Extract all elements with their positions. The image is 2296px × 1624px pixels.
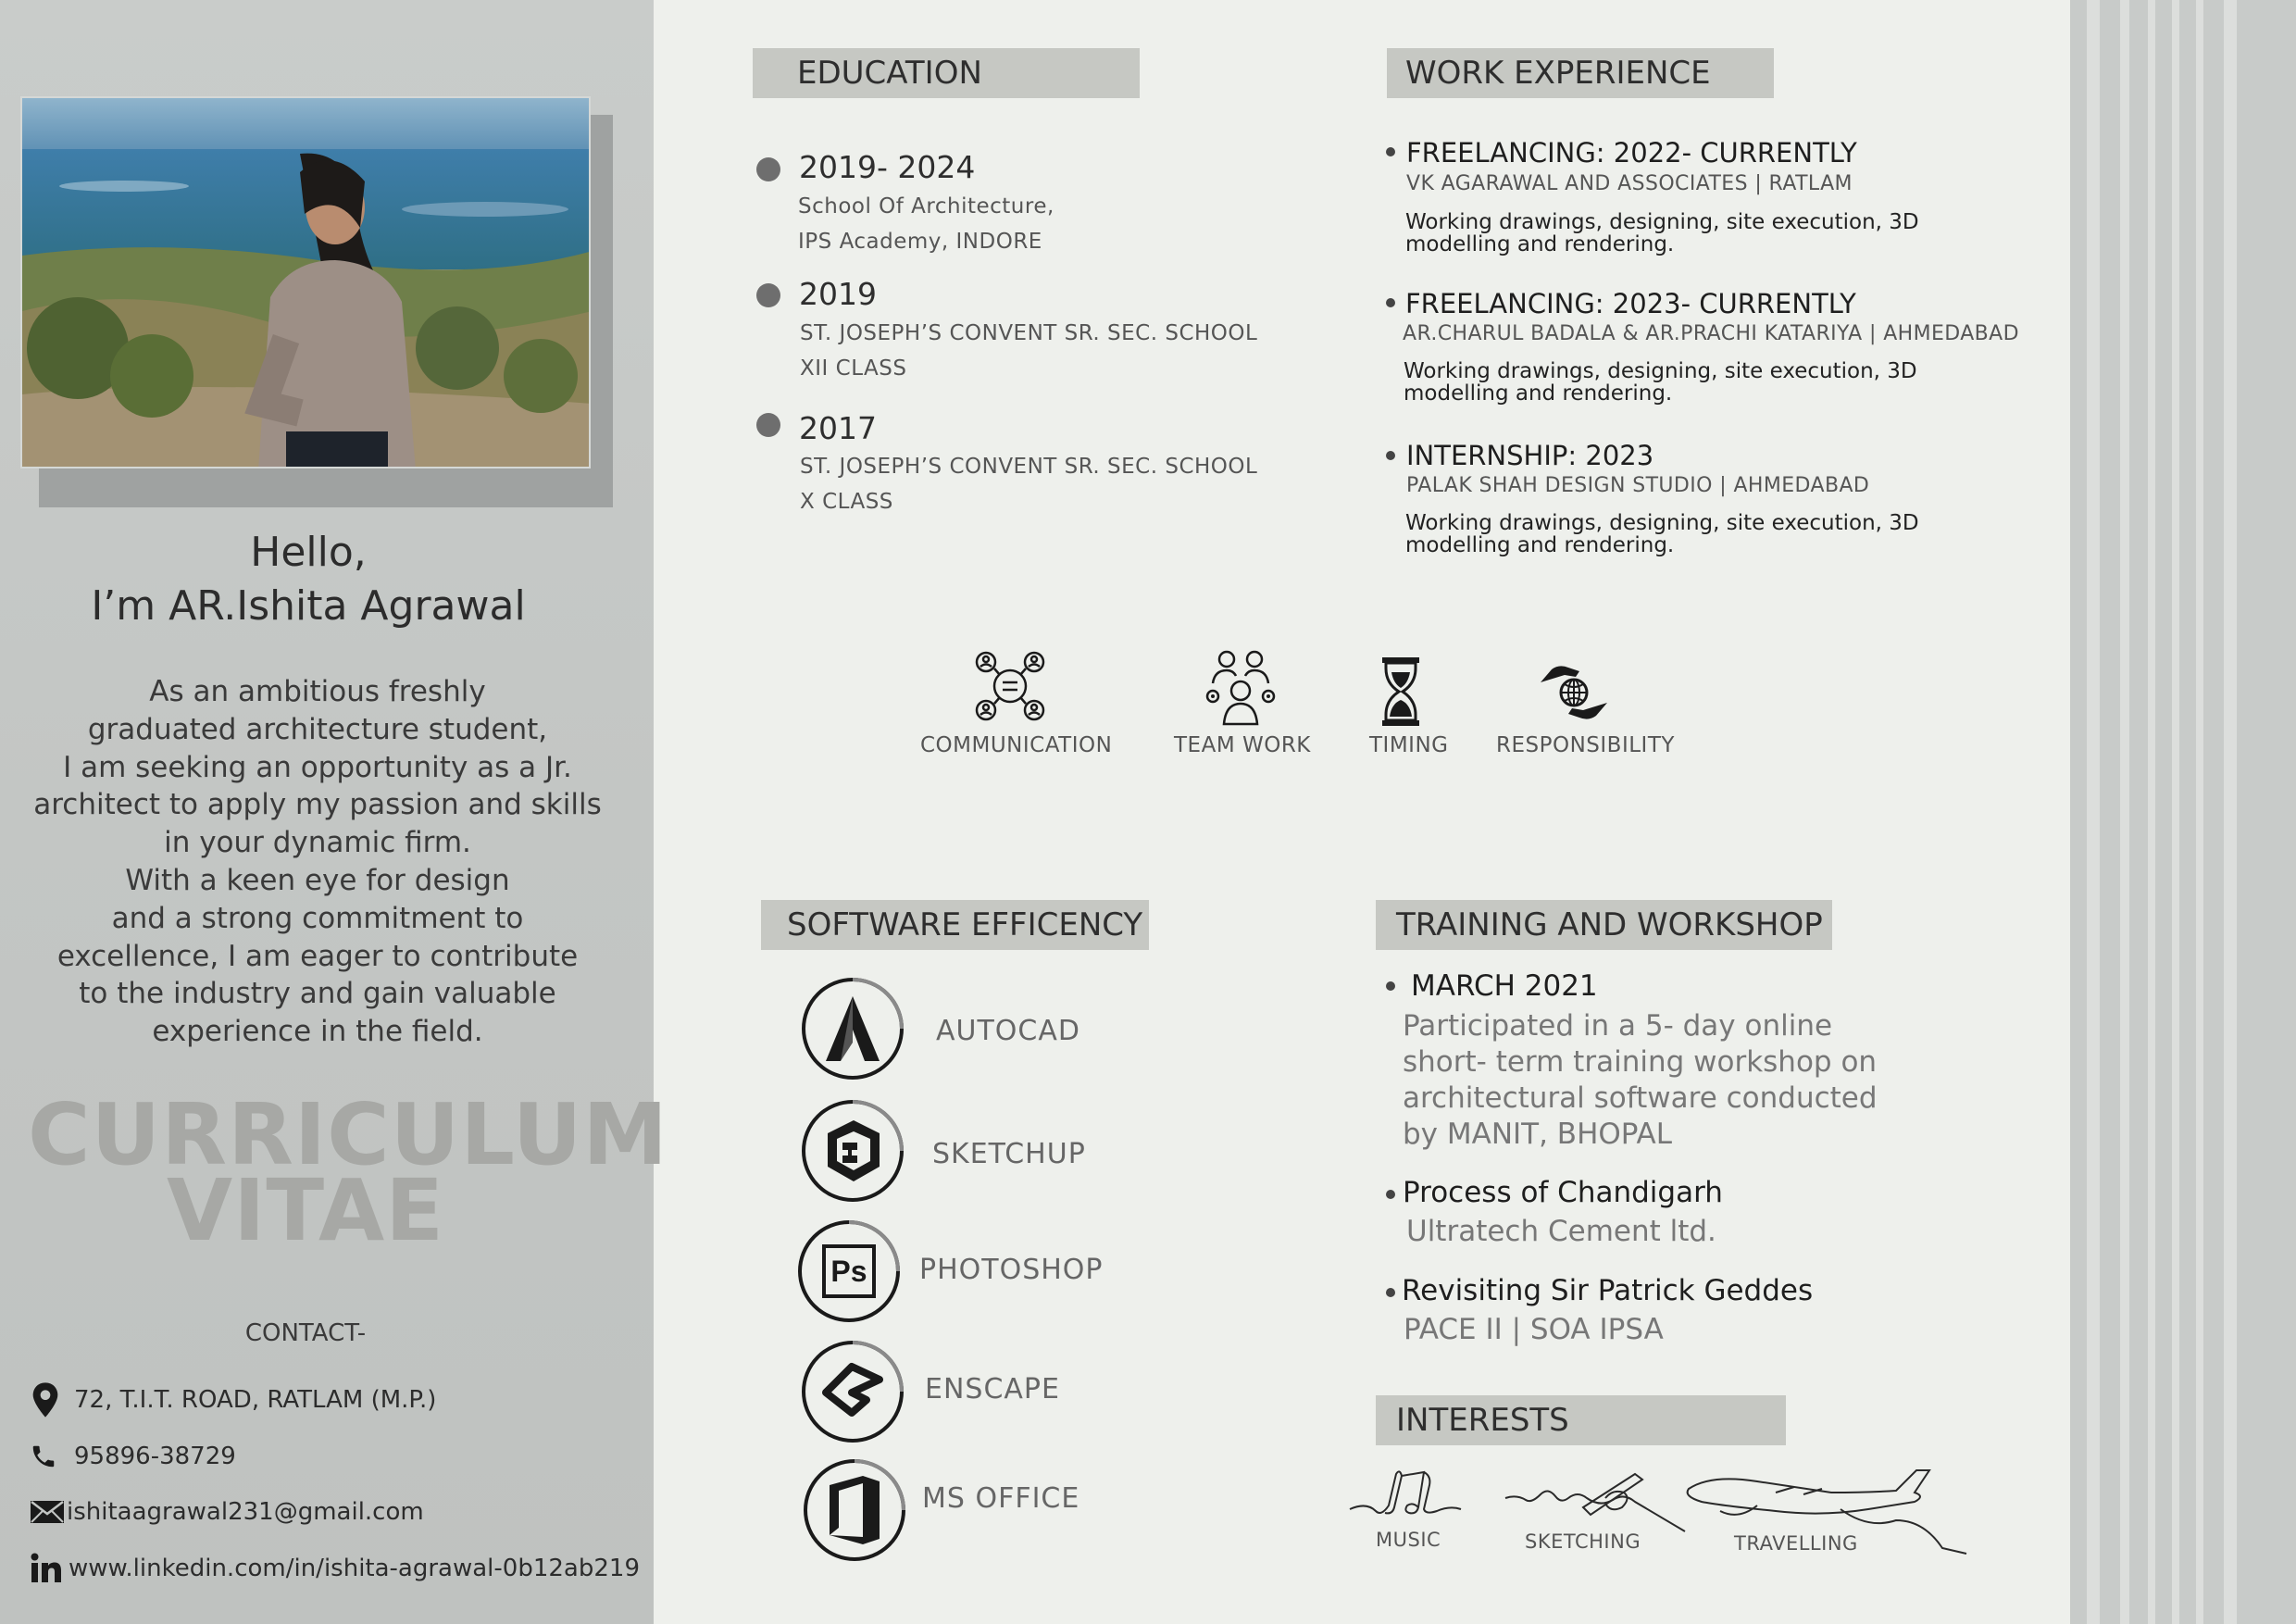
- education-bullet: [756, 157, 780, 181]
- address-text: 72, T.I.T. ROAD, RATLAM (M.P.): [74, 1386, 437, 1414]
- training-desc-line: architectural software conducted: [1403, 1081, 1878, 1115]
- contact-address: [30, 1381, 436, 1418]
- work-bullet: [1386, 298, 1395, 307]
- intro-line: With a keen eye for design: [125, 863, 510, 897]
- work-description: [1405, 512, 1919, 556]
- contact-phone: [30, 1438, 236, 1475]
- mail-icon: [30, 1499, 65, 1525]
- stripe: [2172, 0, 2179, 1624]
- education-line: IPS Academy, INDORE: [798, 230, 1042, 254]
- cv-title-line2: VITAE: [166, 1161, 445, 1260]
- education-heading: EDUCATION: [753, 48, 1140, 98]
- training-description: [1406, 1214, 1716, 1250]
- training-desc-line: Ultratech Cement ltd.: [1406, 1215, 1716, 1248]
- name-heading: I’m AR.Ishita Agrawal: [91, 582, 526, 630]
- interest-label: SKETCHING: [1525, 1530, 1641, 1553]
- education-year: 2017: [799, 410, 877, 446]
- work-desc-line: modelling and rendering.: [1404, 381, 1673, 406]
- location-pin-icon: [30, 1381, 61, 1418]
- work-desc-line: modelling and rendering.: [1405, 232, 1675, 256]
- work-company: AR.CHARUL BADALA & AR.PRACHI KATARIYA | AHMEDABAD: [1403, 322, 2019, 345]
- work-description: [1405, 211, 1919, 256]
- work-title: FREELANCING: 2023- CURRENTLY: [1405, 288, 1856, 319]
- email-link[interactable]: ishitaagrawal231@gmail.com: [67, 1498, 424, 1526]
- software-name: MS OFFICE: [922, 1482, 1080, 1515]
- education-line: ST. JOSEPH’S CONVENT SR. SEC. SCHOOL: [800, 321, 1258, 345]
- teamwork-icon: [1202, 648, 1279, 726]
- work-title: FREELANCING: 2022- CURRENTLY: [1406, 137, 1857, 169]
- cv-title: [28, 1085, 668, 1260]
- software-name: PHOTOSHOP: [919, 1254, 1104, 1286]
- intro-line: excellence, I am eager to contribute: [56, 939, 579, 973]
- linkedin-link[interactable]: www.linkedin.com/in/ishita-agrawal-0b12ab219: [69, 1555, 640, 1582]
- interest-label: TRAVELLING: [1734, 1532, 1858, 1555]
- work-company: PALAK SHAH DESIGN STUDIO | AHMEDABAD: [1406, 474, 1870, 497]
- stripe: [2087, 0, 2100, 1624]
- software-name: SKETCHUP: [932, 1138, 1086, 1170]
- training-description: [1404, 1312, 1664, 1348]
- decorative-edge-stripes: [2070, 0, 2296, 1624]
- intro-line: experience in the field.: [152, 1015, 483, 1049]
- education-year: 2019- 2024: [799, 149, 976, 185]
- education-line: XII CLASS: [800, 356, 907, 381]
- intro-line: to the industry and gain valuable: [79, 977, 556, 1011]
- autocad-icon: [800, 976, 905, 1081]
- stripe: [2148, 0, 2155, 1624]
- enscape-icon: [800, 1339, 905, 1444]
- communication-icon: [974, 650, 1046, 722]
- intro-line: architect to apply my passion and skills: [33, 788, 602, 822]
- interests-heading: INTERESTS: [1376, 1395, 1786, 1445]
- cv-title-line1: CURRICULUM: [28, 1085, 668, 1184]
- contact-heading: CONTACT-: [244, 1319, 367, 1347]
- profile-photo: [20, 96, 591, 468]
- stripe: [2196, 0, 2203, 1624]
- photoshop-glyph: Ps: [830, 1255, 867, 1288]
- training-description: [1403, 1008, 1878, 1153]
- work-bullet: [1386, 451, 1395, 460]
- training-desc-line: short- term training workshop on: [1403, 1045, 1878, 1079]
- contact-email[interactable]: [30, 1493, 424, 1530]
- intro-line: As an ambitious freshly: [149, 675, 486, 708]
- software-name: AUTOCAD: [936, 1015, 1080, 1047]
- work-description: [1404, 360, 1917, 405]
- education-bullet: [756, 413, 780, 437]
- sketchup-icon: [800, 1098, 905, 1204]
- skill-label: RESPONSIBILITY: [1496, 733, 1675, 757]
- work-company: VK AGARAWAL AND ASSOCIATES | RATLAM: [1406, 172, 1853, 195]
- training-bullet: [1386, 1190, 1395, 1199]
- work-desc-line: Working drawings, designing, site execution, 3D: [1405, 210, 1919, 234]
- education-bullet: [756, 283, 780, 307]
- intro-paragraph: [19, 673, 617, 1051]
- training-desc-line: Participated in a 5- day online: [1403, 1009, 1833, 1043]
- linkedin-icon: [30, 1553, 63, 1584]
- skill-label: TEAM WORK: [1174, 733, 1311, 757]
- greeting: Hello,: [250, 529, 367, 576]
- software-name: ENSCAPE: [925, 1373, 1060, 1405]
- interest-label: MUSIC: [1376, 1529, 1441, 1551]
- stripe: [2224, 0, 2237, 1624]
- sketching-icon: [1504, 1467, 1689, 1533]
- responsibility-icon: [1535, 658, 1613, 727]
- work-title: INTERNSHIP: 2023: [1406, 440, 1654, 471]
- education-line: ST. JOSEPH’S CONVENT SR. SEC. SCHOOL: [800, 455, 1258, 479]
- education-line: School Of Architecture,: [798, 194, 1054, 219]
- software-heading: SOFTWARE EFFICENCY: [761, 900, 1149, 950]
- training-title: MARCH 2021: [1411, 969, 1598, 1003]
- training-bullet: [1386, 981, 1395, 991]
- work-desc-line: Working drawings, designing, site execution, 3D: [1404, 359, 1917, 383]
- greeting-block: [0, 526, 617, 633]
- training-heading: TRAINING AND WORKSHOP: [1376, 900, 1832, 950]
- stripe: [2120, 0, 2129, 1624]
- intro-line: in your dynamic firm.: [164, 826, 471, 860]
- training-desc-line: by MANIT, BHOPAL: [1403, 1118, 1672, 1151]
- training-desc-line: PACE II | SOA IPSA: [1404, 1313, 1664, 1346]
- skill-label: TIMING: [1369, 733, 1449, 757]
- work-bullet: [1386, 147, 1395, 156]
- intro-line: I am seeking an opportunity as a Jr.: [63, 750, 572, 784]
- training-title: Revisiting Sir Patrick Geddes: [1402, 1274, 1814, 1307]
- skill-label: COMMUNICATION: [920, 733, 1113, 757]
- phone-icon: [30, 1443, 57, 1470]
- phone-text: 95896-38729: [74, 1443, 236, 1470]
- hourglass-icon: [1379, 656, 1423, 728]
- work-desc-line: Working drawings, designing, site execution, 3D: [1405, 511, 1919, 535]
- education-line: X CLASS: [800, 490, 893, 514]
- education-year: 2019: [799, 276, 877, 312]
- contact-linkedin[interactable]: [30, 1550, 640, 1587]
- work-desc-line: modelling and rendering.: [1405, 533, 1675, 557]
- work-heading: WORK EXPERIENCE: [1387, 48, 1774, 98]
- training-bullet: [1386, 1288, 1395, 1297]
- music-icon: [1348, 1465, 1472, 1518]
- ms-office-icon: [802, 1457, 907, 1563]
- photoshop-icon: [796, 1218, 902, 1324]
- intro-line: graduated architecture student,: [87, 712, 548, 746]
- intro-line: and a strong commitment to: [111, 901, 524, 935]
- training-title: Process of Chandigarh: [1403, 1176, 1723, 1209]
